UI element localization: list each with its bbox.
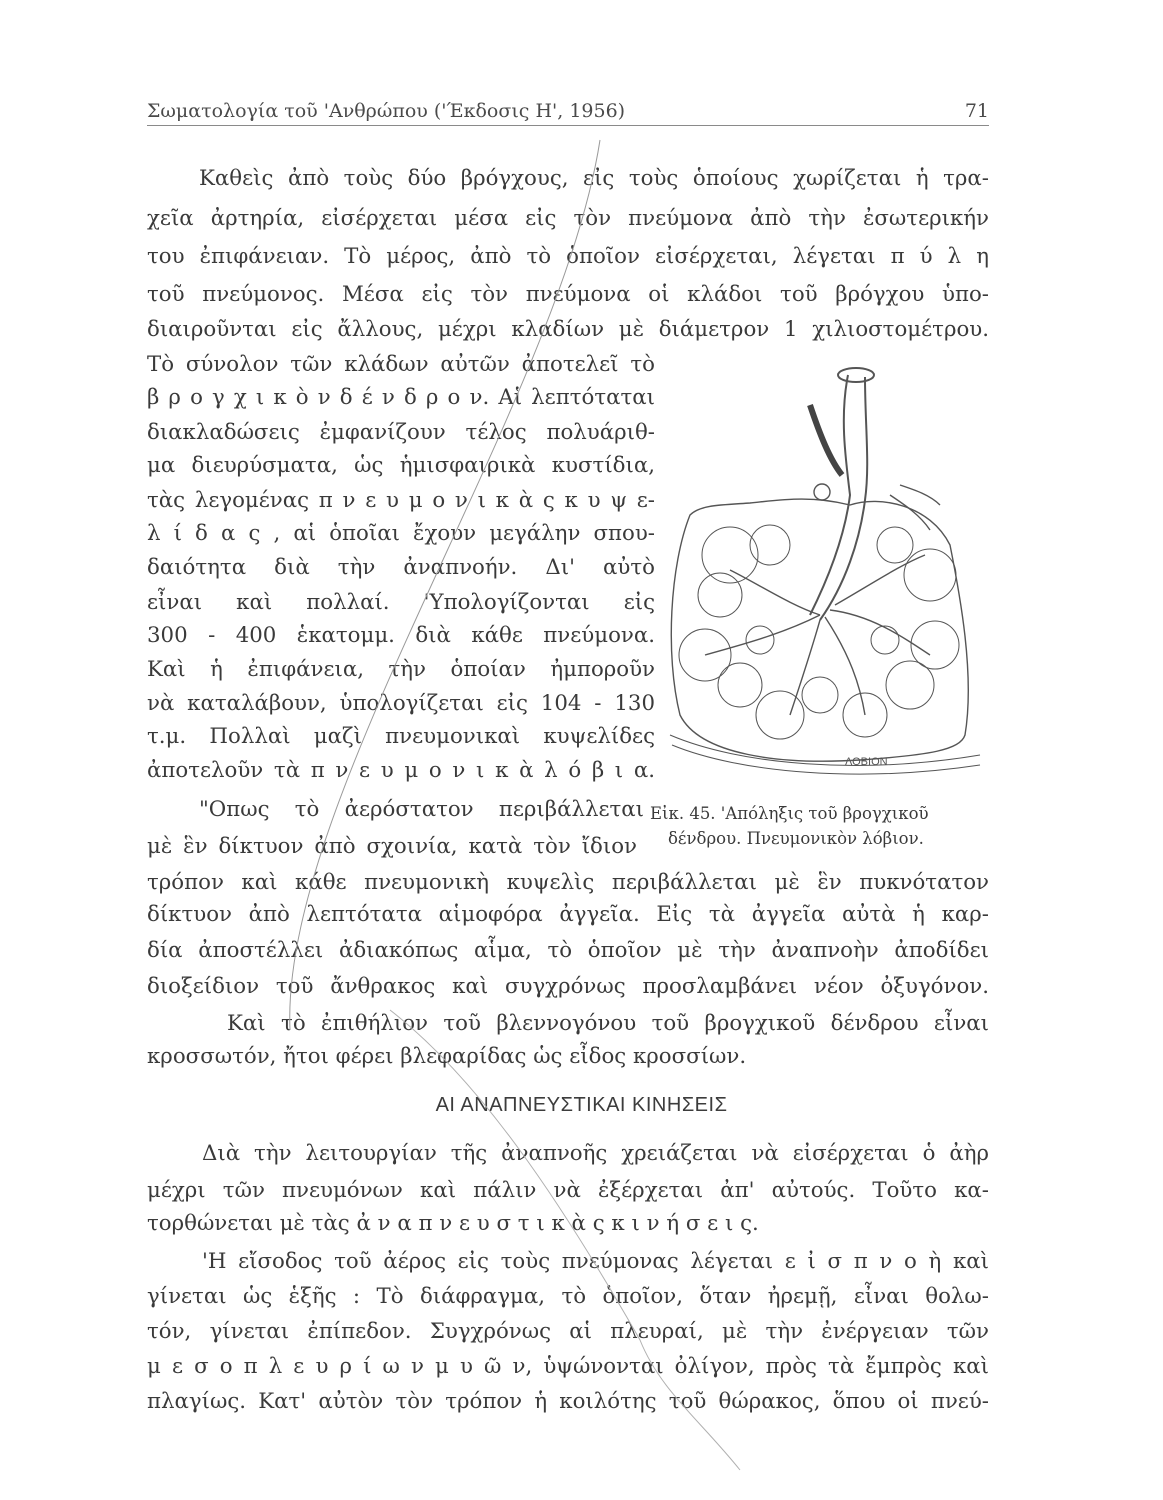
text-line: εἶναι καὶ πολλαί. 'Υπολογίζονται εἰς (147, 590, 655, 615)
figure-label: ΛΟΒΙΟΝ (845, 756, 888, 768)
text-line: μ ε σ ο π λ ε υ ρ ί ω ν μ υ ῶ ν, ὑψώνονται ὀλίγον, πρὸς τὰ ἔμπρὸς καὶ (147, 1354, 989, 1379)
text-line: τ.μ. Πολλαὶ μαζὶ πνευμονικαὶ κυψελίδες (147, 724, 655, 749)
text-line: δαιότητα διὰ τὴν ἀναπνοήν. Δι' αὐτὸ (147, 555, 655, 580)
text-line: νὰ καταλάβουν, ὑπολογίζεται εἰς 104 - 130 (147, 691, 655, 716)
text-line: β ρ ο γ χ ι κ ὸ ν δ έ ν δ ρ ο ν. Αἱ λεπτόταται (147, 385, 655, 410)
lobule-outline (671, 499, 968, 761)
text-line: διοξείδιον τοῦ ἄνθρακος καὶ συγχρόνως προσλαμβάνει νέον ὀξυγόνον. (147, 974, 989, 999)
text-line: του ἐπιφάνειαν. Τὸ μέρος, ἀπὸ τὸ ὁποῖον εἰσέρχεται, λέγεται π ύ λ η (147, 244, 989, 269)
text-line: κροσσωτόν, ἤτοι φέρει βλεφαρίδας ὡς εἶδος κροσσίων. (147, 1044, 747, 1069)
text-line: τὰς λεγομένας π ν ε υ μ ο ν ι κ ὰ ς κ υ ψ ε- (147, 488, 655, 513)
section-heading: ΑΙ ΑΝΑΠΝΕΥΣΤΙΚΑΙ ΚΙΝΗΣΕΙΣ (435, 1094, 728, 1116)
text-line: Διὰ τὴν λειτουργίαν τῆς ἀναπνοῆς χρειάζεται νὰ εἰσέρχεται ὁ ἀὴρ (202, 1141, 989, 1166)
text-line: τρόπον καὶ κάθε πνευμονικὴ κυψελὶς περιβάλλεται μὲ ἓν πυκνότατον (147, 870, 989, 895)
text-line: Καὶ τὸ ἐπιθήλιον τοῦ βλεννογόνου τοῦ βρογχικοῦ δένδρου εἶναι (227, 1011, 989, 1036)
text-line: χεῖα ἀρτηρία, εἰσέρχεται μέσα εἰς τὸν πνεύμονα ἀπὸ τὴν ἐσωτερικήν (147, 206, 989, 231)
text-line: διαιροῦνται εἰς ἄλλους, μέχρι κλαδίων μὲ διάμετρον 1 χιλιοστομέτρου. (147, 317, 989, 342)
text-line: μὲ ἓν δίκτυον ἀπὸ σχοινία, κατὰ τὸν ἴδιον (147, 834, 637, 859)
text-line: 'Η εἴσοδος τοῦ ἀέρος εἰς τοὺς πνεύμονας λέγεται ε ἰ σ π ν ο ὴ καὶ (202, 1249, 989, 1274)
lobule-figure (660, 355, 995, 795)
text-line: γίνεται ὡς ἑξῆς : Τὸ διάφραγμα, τὸ ὁποῖον, ὅταν ἠρεμῇ, εἶναι θολω- (147, 1284, 989, 1309)
text-line: διακλαδώσεις ἐμφανίζουν τέλος πολυάριθ- (147, 420, 655, 445)
text-line: "Οπως τὸ ἀερόστατον περιβάλλεται (199, 797, 644, 822)
text-line: δίκτυον ἀπὸ λεπτότατα αἱμοφόρα ἀγγεῖα. Εἰς τὰ ἀγγεῖα αὐτὰ ἡ καρ- (147, 902, 989, 927)
text-line: δία ἀποστέλλει ἀδιακόπως αἷμα, τὸ ὁποῖον μὲ τὴν ἀναπνοὴν ἀποδίδει (147, 938, 989, 963)
figure-caption-line-2: δένδρου. Πνευμονικὸν λόβιον. (668, 829, 924, 848)
text-line: μα διευρύσματα, ὡς ἡμισφαιρικὰ κυστίδια, (147, 453, 655, 478)
text-line: τόν, γίνεται ἐπίπεδον. Συγχρόνως αἱ πλευραί, μὲ τὴν ἐνέργειαν τῶν (147, 1319, 989, 1344)
text-line: πλαγίως. Κατ' αὐτὸν τὸν τρόπον ἡ κοιλότης τοῦ θώρακος, ὅπου οἱ πνεύ- (147, 1389, 989, 1414)
text-line: μέχρι τῶν πνευμόνων καὶ πάλιν νὰ ἐξέρχεται ἀπ' αὐτούς. Τοῦτο κα- (147, 1178, 989, 1203)
figure-caption-line-1: Εἰκ. 45. 'Απόληξις τοῦ βρογχικοῦ (650, 804, 929, 823)
running-header (147, 100, 989, 126)
text-line: ἀποτελοῦν τὰ π ν ε υ μ ο ν ι κ ὰ λ ό β ι α. (147, 758, 655, 783)
text-line: Τὸ σύνολον τῶν κλάδων αὐτῶν ἀποτελεῖ τὸ (147, 352, 655, 377)
text-line: τορθώνεται μὲ τὰς ἀ ν α π ν ε υ σ τ ι κ ὰ ς κ ι ν ή σ ε ι ς. (147, 1211, 759, 1236)
running-title: Σωματολογία τοῦ 'Ανθρώπου ('Έκδοσις Η', 1956) (147, 100, 626, 122)
text-line: Καθεὶς ἀπὸ τοὺς δύο βρόγχους, εἰς τοὺς ὁποίους χωρίζεται ἡ τρα- (199, 166, 989, 191)
lobule-illustration (660, 355, 995, 795)
page-number: 71 (964, 100, 989, 122)
text-line: τοῦ πνεύμονος. Μέσα εἰς τὸν πνεύμονα οἱ κλάδοι τοῦ βρόγχου ὑπο- (147, 282, 989, 307)
text-line: Καὶ ἡ ἐπιφάνεια, τὴν ὁποίαν ἠμποροῦν (147, 657, 655, 682)
text-line: λ ί δ α ς , αἱ ὁποῖαι ἔχουν μεγάλην σπου- (147, 521, 655, 546)
text-line: 300 - 400 ἑκατομμ. διὰ κάθε πνεύμονα. (147, 623, 655, 648)
